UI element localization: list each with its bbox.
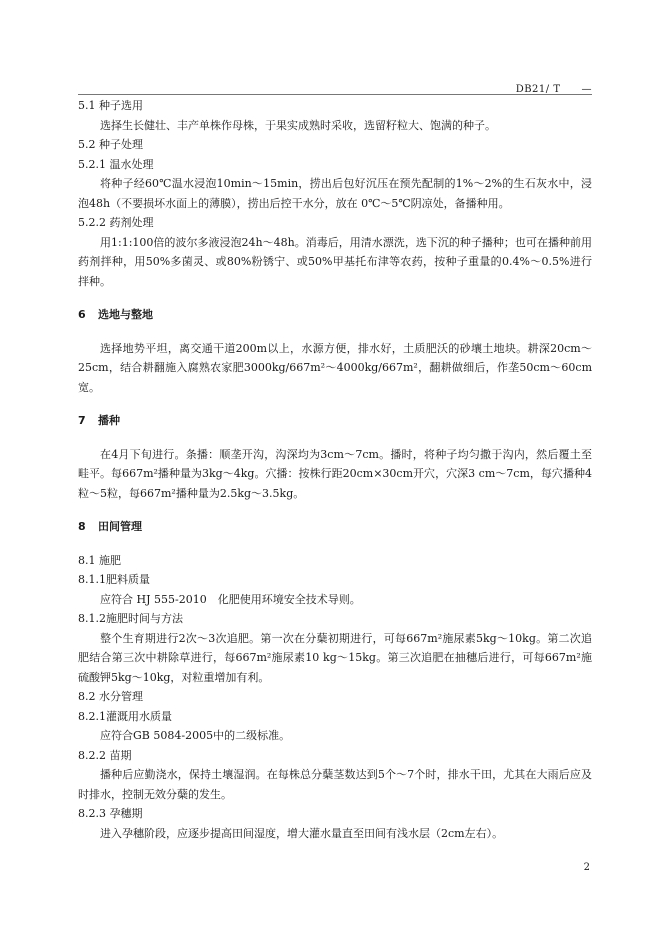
section-title-8-2-1: 8.2.1灌溉用水质量: [78, 709, 172, 723]
chapter-title: 选地与整地: [98, 308, 153, 321]
chapter-heading-7: [78, 411, 592, 431]
chapter-number: 6: [78, 308, 86, 321]
chapter-title: 播种: [98, 414, 120, 427]
section-title-8-2: 8.2 水分管理: [78, 690, 143, 703]
header-divider: [78, 94, 592, 95]
chapter-text-7: 在4月下旬进行。条播：顺垄开沟，沟深均为3cm～7cm。播时，将种子均匀撒于沟内，然后覆土至畦平。每667m²播种量为3kg～4kg。穴播：按株行距20cm×30cm开穴，穴深3 cm～7cm，每穴播种4粒～5粒，每667m²播种量为2.5kg～3.5kg。: [78, 447, 592, 500]
section-title-8-1-2: 8.1.2施肥时间与方法: [78, 612, 183, 625]
section-text-5-2-1: 将种子经60℃温水浸泡10min～15min，捞出后包好沉压在预先配制的1%～2%的生石灰水中，浸泡48h（不要损坏水面上的薄膜），捞出后控干水分，放在 0℃～5℃阴凉处，备播种用。: [78, 177, 592, 210]
section-title-5-2-1: 5.2.1 温水处理: [78, 157, 154, 171]
section-title-5-1: 5.1 种子选用: [78, 99, 143, 112]
section-title-8-2-2: 8.2.2 苗期: [78, 748, 132, 762]
chapter-text-6: 选择地势平坦，离交通干道200m以上，水源方便，排水好，土质肥沃的砂壤土地块。耕深20cm～25cm，结合耕翻施入腐熟农家肥3000kg/667m²～4000kg/667m²，翻耕做细后，作垄50cm～60cm宽。: [78, 341, 592, 394]
section-text-8-2-1: 应符合GB 5084-2005中的二级标准。: [100, 729, 291, 742]
section-title-8-1: 8.1 施肥: [78, 553, 121, 567]
section-text-5-1: 选择生长健壮、丰产单株作母株，于果实成熟时采收，选留籽粒大、饱满的种子。: [100, 118, 496, 132]
section-title-8-2-3: 8.2.3 孕穗期: [78, 807, 143, 820]
section-text-8-2-3: 进入孕穗阶段，应逐步提高田间湿度，增大灌水量直至田间有浅水层（2cm左右）。: [100, 826, 504, 840]
section-title-5-2: 5.2 种子处理: [78, 138, 143, 151]
chapter-number: 8: [78, 520, 86, 533]
chapter-heading-8: [78, 517, 592, 537]
section-title-5-2-2: 5.2.2 药剂处理: [78, 216, 154, 229]
document-code: DB21/ T —: [515, 84, 592, 95]
section-text-5-2-2: 用1:1:100倍的波尔多液浸泡24h～48h。消毒后，用清水漂洗，选下沉的种子播种；也可在播种前用药剂拌种，用50%多菌灵、或80%粉锈宁、或50%甲基托布津等农药，按种子重量的0.4%～0.5%进行拌种。: [78, 235, 592, 288]
document-body: [78, 96, 592, 843]
section-text-8-2-2: 播种后应勤浇水，保持土壤湿润。在每株总分蘖茎数达到5个～7个时，排水干田，尤其在大雨后应及时排水，控制无效分蘖的发生。: [78, 768, 592, 801]
chapter-number: 7: [78, 414, 86, 427]
section-text-8-1-2: 整个生育期进行2次～3次追肥。第一次在分蘖初期进行，可每667m²施尿素5kg～10kg。第二次追肥结合第三次中耕除草进行，每667m²施尿素10 kg～15kg。第三次追肥在抽穗后进行，可每667m²施硫酸钾5kg～10kg，对粒重增加有利。: [78, 631, 592, 684]
chapter-heading-6: [78, 305, 592, 325]
page-number: 2: [583, 862, 590, 873]
section-text-8-1-1: 应符合 HJ 555-2010 化肥使用环境安全技术导则。: [100, 592, 361, 606]
chapter-title: 田间管理: [98, 520, 142, 533]
section-title-8-1-1: 8.1.1肥料质量: [78, 573, 150, 586]
